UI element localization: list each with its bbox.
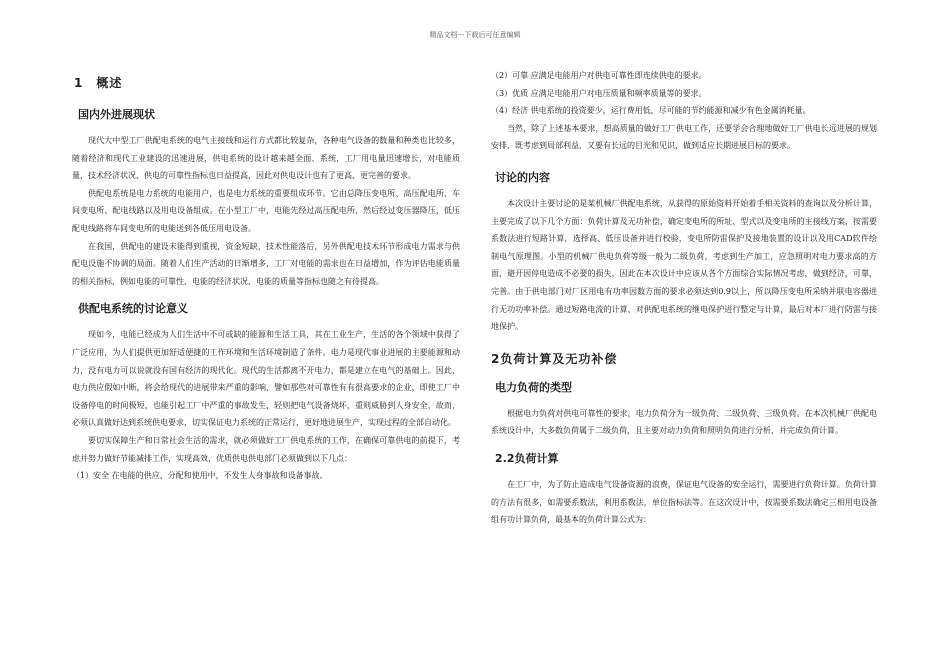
left-column (72, 72, 460, 485)
paragraph: 供配电系统是电力系统的电能用户，也是电力系统的重要组成环节。它由总降压变电所、高压配电所、车间变电所、配电线路以及用电设备组成。在小型工厂中，电能先经过高压配电所，然后经过变压器降压，低压配电线路将车间变电所的电能送到各低压用电设备。 (72, 188, 460, 233)
list-item: （3）优质 应满足电能用户对电压质量和频率质量等的要求。 (491, 88, 707, 98)
right-column (487, 67, 877, 529)
list-item: （1）安全 在电能的供应、分配和使用中，不发生人身事故和设备事故。 (72, 471, 328, 481)
paragraph: 在工厂中，为了防止造成电气设备资源的浪费，保证电气设备的安全运行，需要进行负荷计算。负荷计算的方法有很多，如需要系数法，利用系数法，单位指标法等。在这次设计中，按需要系数法确定三相用电设备组有功计算负荷，最基本的负荷计算公式为： (491, 479, 877, 525)
paragraph: 当然，除了上述基本要求，想高质量的做好工厂供电工作，还要学会合理地做好工厂供电长远进展的规划安排，既考虑到局部利益，又要有长远的目光和见识，做到适应长期进展目标的要求。 (491, 123, 877, 151)
chapter-title-overview: 1 概述 (74, 76, 123, 90)
header-note: 精品文档---下载后可任意编辑 (429, 31, 521, 39)
paragraph: 要切实保障生产和日常社会生活的需求，就必须做好工厂供电系统的工作，在确保可靠供电的前提下，考虑并努力做好节能减排工作，实现高效，优质供电供电部门必须做到以下几点： (72, 435, 460, 463)
paragraph: 现代大中型工厂供配电系统的电气主接线和运行方式都比较复杂，各种电气设备的数量和种类也比较多，随着经济和现代工业建设的迅速进展，供电系统的设计越来越全面、系统，工厂用电量迅速增长，对电能质量，技术经济状况、供电的可靠性指标也日益提高，因此对供电设计也有了更高、更完善的要求。 (72, 136, 460, 181)
section-title-load-calc: 2.2负荷计算 (495, 451, 559, 465)
section-title-status: 国内外进展现状 (78, 108, 155, 121)
paragraph: 现如今，电能已经成为人们生活中不可或缺的能源和生活工具，其在工业生产，生活的各个领域中获得了广泛应用，为人们提供更加舒适便捷的工作环境和生活环境制造了条件。电力是现代事业进展的主要能源和动力，没有电力可以说就没有国有经济的现代化。现代的生活都离不开电力，都是建立在电气的基础上。因此，电力供应假如中断，将会给现代的进展带来严重的影响，譬如那些对可靠性有有很高要求的企业，即使工厂中设备停电的时间极短，也能引起工厂中严重的事故发生，轻则把电气设备烧坏，重则威胁到人身安全，故而，必须认真做好达到系统供电要求，切实保证电力系统的正常运行，更好地进展生产，实现过程的全部自动化。 (72, 330, 460, 428)
section-title-load-types: 电力负荷的类型 (495, 380, 572, 394)
section-title-significance: 供配电系统的讨论意义 (78, 302, 188, 316)
paragraph: 根据电力负荷对供电可靠性的要求，电力负荷分为一级负荷、二级负荷、三级负荷。在本次机械厂供配电系统设计中，大多数负荷属于二级负荷，且主要对动力负荷和照明负荷进行分析，并完成负荷计算。 (491, 408, 877, 436)
section-title-content: 讨论的内容 (495, 170, 550, 184)
paragraph: 在我国，供配电的建设未能得到重视，资金短缺，技术性能落后，另外供配电技术环节形成电力需求与供配电设施不协调的局面。随着人们生产活动的日渐增多，工厂对电能的需求也在日益增加，作为评估电能质量的相关指标，例如电能的可靠性、电能的经济状况、电能的质量等指标也随之有待提高。 (72, 241, 460, 286)
chapter-title-load: 2负荷计算及无功补偿 (491, 351, 618, 366)
list-item: （2）可靠 应满足电能用户对供电可靠性即连续供电的要求。 (491, 71, 707, 80)
list-item: （4）经济 供电系统的投资要少，运行费用低，尽可能的节约能源和减少有色金属消耗量。 (491, 106, 811, 116)
paragraph: 本次设计主要讨论的是某机械厂供配电系统，从获得的原始资料开始着手相关资料的查询以及分析计算，主要完成了以下几个方面：负荷计算及无功补偿，确定变电所的所址、型式以及变电所的主接线方案，按需要系数法进行短路计算，选择高、低压设备并进行校验，变电所防雷保护及接地装置的设计以及用CAD软件绘制电气原理图。小型的机械厂供电负荷等级一般为二级负荷，考虑到生产加工，应急照明对电力要求高的方面，避开因停电造成不必要的损失，因此在本次设计中应该从各个方面综合实际情况考虑，做到经济，可靠，完善。由于供电部门对厂区用电有功率因数方面的要求必须达到0.9以上，所以降压变电所采纳并联电容器进行无功功率补偿。通过短路电流的计算，对供配电系统的继电保护进行整定与计算，最后对本厂进行防雷与接地保护。 (491, 198, 877, 332)
